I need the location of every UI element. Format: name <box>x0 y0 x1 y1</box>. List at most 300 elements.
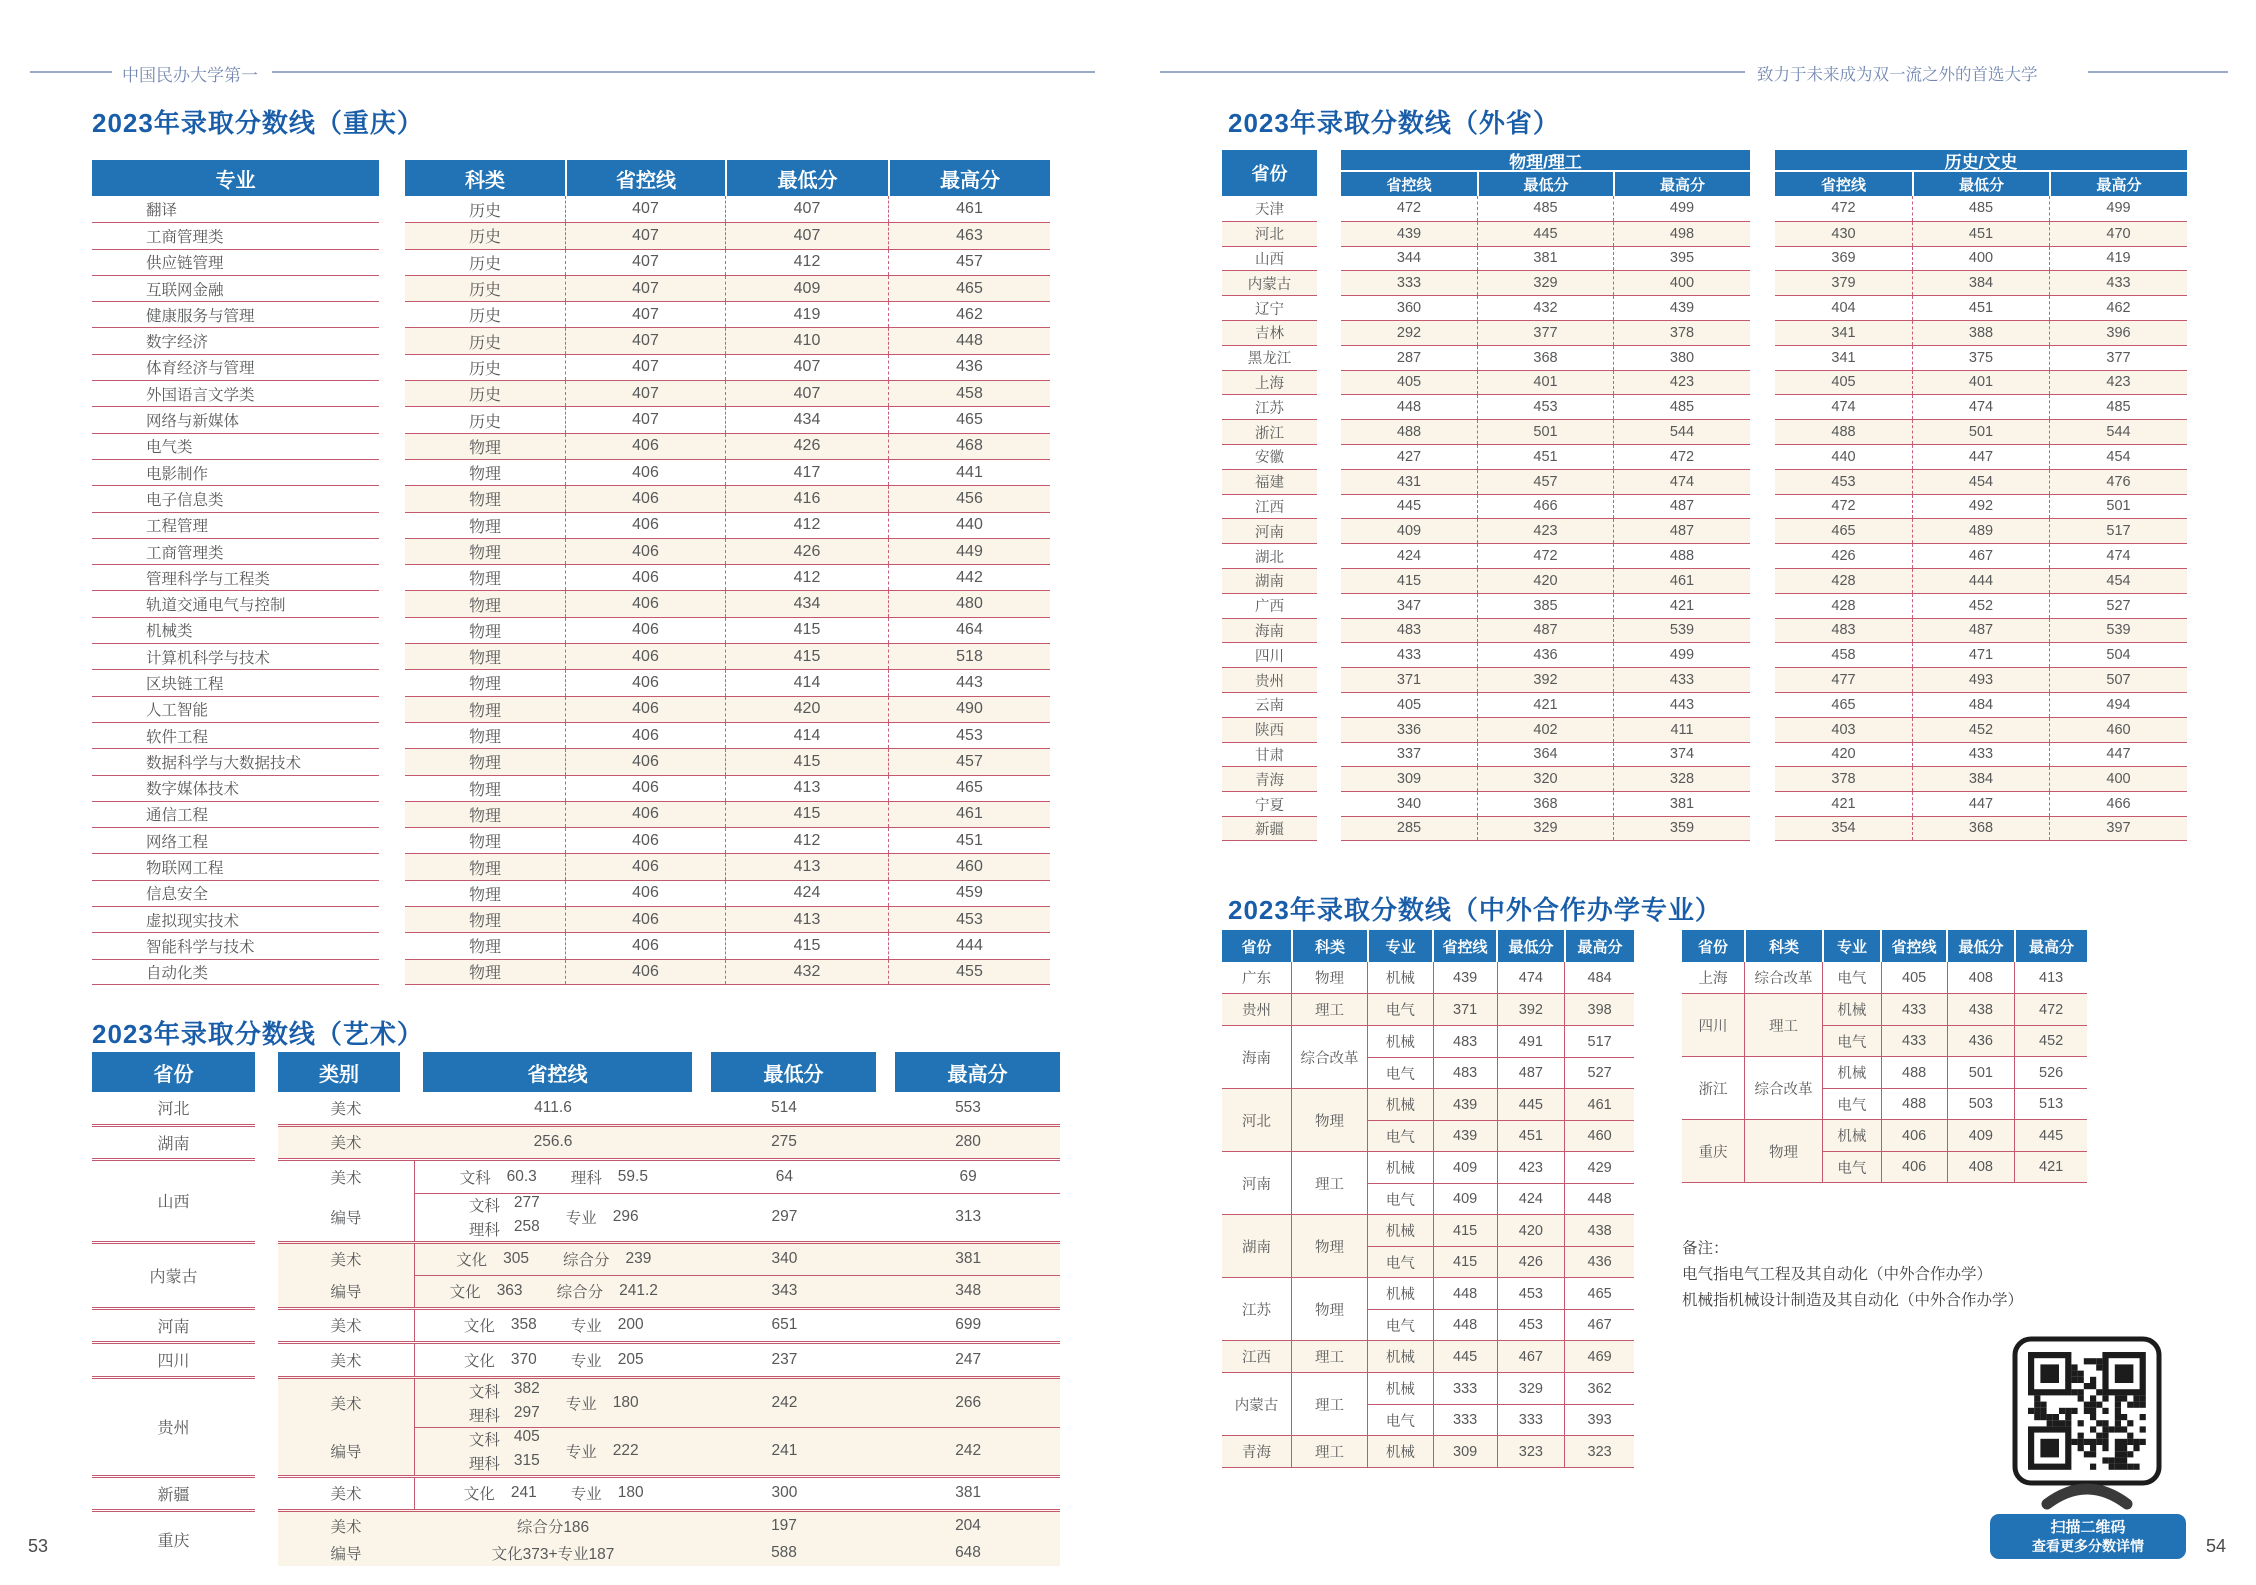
os-group-h <box>1775 150 2187 841</box>
coop-table <box>1222 930 1634 1468</box>
sub-rows-column <box>1367 962 1634 993</box>
table-row <box>1775 593 2187 618</box>
table-row <box>1368 1057 1634 1088</box>
cell-value: 433 <box>1396 647 1422 664</box>
cell-control <box>415 1428 693 1475</box>
label: 文化 <box>463 1318 495 1336</box>
cell-value: 438 <box>1947 994 2015 1025</box>
label: 理科 <box>468 1407 500 1425</box>
column-header-province: 省份 <box>92 1052 255 1092</box>
values-block <box>405 160 1050 985</box>
cell-value: 415 <box>725 802 888 827</box>
cell-value: 467 <box>1497 1341 1565 1372</box>
cell-value: 392 <box>1477 668 1613 692</box>
cell-control <box>415 1478 693 1510</box>
cell-control: 综合分186 <box>516 1518 590 1536</box>
table-row: 外国语言文学类 <box>92 380 379 406</box>
table-row <box>1341 246 1750 271</box>
cell-value: 266 <box>955 1393 982 1411</box>
province-cell: 宁夏 <box>1222 791 1317 816</box>
cell-value: 440 <box>888 513 1050 538</box>
cell-value: 472 <box>1831 200 1856 217</box>
cell-value: 472 <box>1477 544 1613 568</box>
cell-value: 487 <box>1613 495 1750 519</box>
cell-value: 485 <box>1613 395 1750 419</box>
table-row: 数字媒体技术 <box>92 775 379 801</box>
cell-value: 448 <box>1433 1310 1497 1340</box>
sub-rows-column <box>1822 1120 2087 1182</box>
cell-value: 313 <box>955 1208 982 1225</box>
table-row <box>415 1379 1060 1427</box>
cell-value: 407 <box>565 302 725 327</box>
type-cell: 美术 <box>330 1486 362 1504</box>
label: 理科 <box>468 1222 500 1239</box>
table-row <box>1341 717 1750 742</box>
column-header-province: 省份 <box>1222 150 1317 196</box>
table-row <box>1775 518 2187 543</box>
cell-value: 442 <box>888 565 1050 590</box>
cell-value: 407 <box>725 223 888 248</box>
cell-value: 436 <box>1947 1026 2015 1056</box>
province-cell: 湖南 <box>1242 1239 1271 1256</box>
sub-rows-column <box>414 1244 1060 1307</box>
sub-rows-column <box>1367 1152 1634 1214</box>
cell-value: 527 <box>2049 594 2187 618</box>
coop-group <box>1682 1119 2087 1183</box>
table-row <box>1341 791 1750 816</box>
cell-value: 381 <box>955 1484 982 1502</box>
sub-rows-column <box>1367 1215 1634 1277</box>
cell-value: 406 <box>1881 1120 1947 1151</box>
cell-value: 297 <box>771 1208 798 1225</box>
table-row <box>405 564 1050 590</box>
value: 180 <box>617 1484 644 1502</box>
cell-value: 406 <box>565 618 725 643</box>
cell-value: 472 <box>1396 200 1422 217</box>
table-row <box>405 327 1050 353</box>
cell-value: 544 <box>2049 420 2187 444</box>
qr-caption-line2: 查看更多分数详情 <box>2032 1538 2144 1554</box>
cell-value: 340 <box>1396 796 1422 813</box>
cell-value: 395 <box>1613 247 1750 271</box>
cell-value: 410 <box>725 328 888 353</box>
cell-value: 406 <box>565 644 725 669</box>
table-row <box>1368 1120 1634 1151</box>
table-row <box>405 880 1050 906</box>
table-row <box>1368 1309 1634 1340</box>
type-cell: 编导 <box>330 1443 362 1461</box>
value: 241 <box>510 1484 537 1502</box>
column-header: 省控线 <box>1432 930 1496 962</box>
label-value-pair <box>460 1166 537 1188</box>
cell-value: 物理 <box>468 571 501 589</box>
header-rule-right-1 <box>1160 71 1745 73</box>
cell-value: 457 <box>1477 470 1613 494</box>
cell-value: 384 <box>1912 767 2049 791</box>
cell-value: 461 <box>1613 569 1750 593</box>
cell-value: 377 <box>2049 346 2187 370</box>
cell-value: 406 <box>565 828 725 853</box>
table-row <box>1341 667 1750 692</box>
category-cell: 理工 <box>1291 1341 1367 1372</box>
type-column <box>278 1512 414 1566</box>
cell-value: 物理 <box>468 702 501 720</box>
province-cell: 广西 <box>1222 593 1317 618</box>
cell-value: 487 <box>1497 1058 1565 1088</box>
cell-value: 494 <box>2049 693 2187 717</box>
province-cell: 上海 <box>1222 370 1317 395</box>
table-row <box>1775 742 2187 767</box>
group-header: 物理/理工 <box>1341 150 1750 172</box>
value: 200 <box>617 1316 644 1334</box>
label-value-pair <box>571 1482 644 1504</box>
column-header: 最低分 <box>1496 930 1564 962</box>
cell-value: 465 <box>888 407 1050 432</box>
cell-value: 物理 <box>468 597 501 615</box>
cell-value: 362 <box>1564 1373 1634 1404</box>
page-number-left: 53 <box>28 1536 49 1556</box>
sub-rows-column <box>1367 1278 1634 1340</box>
cell-value: 465 <box>1564 1278 1634 1309</box>
cell-value: 物理 <box>468 466 501 484</box>
cell-value: 416 <box>725 486 888 511</box>
cell-value: 474 <box>2049 544 2187 568</box>
cell-value: 438 <box>1564 1215 1634 1246</box>
table-row <box>405 932 1050 958</box>
category-cell: 综合改革 <box>1291 1026 1367 1088</box>
cell-value: 459 <box>888 881 1050 906</box>
cell-value: 452 <box>1912 718 2049 742</box>
art-group <box>278 1241 1060 1307</box>
page-number-right: 54 <box>2206 1536 2227 1556</box>
cell-value: 413 <box>725 854 888 879</box>
table-row <box>1775 692 2187 717</box>
cell-value: 431 <box>1396 473 1422 490</box>
cell-value: 385 <box>1477 594 1613 618</box>
cell-value: 493 <box>1912 668 2049 692</box>
cell-value: 机械 <box>1385 1224 1415 1240</box>
cell-value: 333 <box>1396 275 1422 292</box>
cell-value: 物理 <box>468 807 501 825</box>
cell-value: 445 <box>1497 1089 1565 1120</box>
table-row <box>1775 642 2187 667</box>
province-cell: 河南 <box>1242 1176 1271 1193</box>
province-cell: 贵州 <box>1222 667 1317 692</box>
cell-value: 462 <box>2049 296 2187 320</box>
note-line-electrical: 电气指电气工程及其自动化（中外合作办学） <box>1682 1266 1993 1283</box>
cell-value: 309 <box>1433 1436 1497 1467</box>
coop-group <box>1682 993 2087 1056</box>
coop-group <box>1222 993 1634 1025</box>
label-value-pair <box>464 1482 537 1504</box>
cell-value: 400 <box>2049 767 2187 791</box>
art-main-block <box>278 1052 1060 1566</box>
cell-value: 472 <box>1831 498 1856 515</box>
cell-value: 406 <box>565 802 725 827</box>
table-row: 信息安全 <box>92 880 379 906</box>
type-column <box>278 1310 414 1342</box>
table-row: 供应链管理 <box>92 249 379 275</box>
type-cell: 美术 <box>330 1352 362 1370</box>
chevron-up-icon <box>2037 1470 2137 1510</box>
table-row <box>405 722 1050 748</box>
table-row <box>1823 1151 2087 1182</box>
cell-value: 415 <box>725 644 888 669</box>
cell-value: 427 <box>1396 448 1422 465</box>
column-header: 省控线 <box>1880 930 1946 962</box>
sub-header <box>1341 172 1750 196</box>
cell-value: 405 <box>1396 374 1422 391</box>
cell-value: 物理 <box>468 965 501 983</box>
cell-value: 465 <box>888 276 1050 301</box>
cell-value: 历史 <box>468 308 501 326</box>
table-row <box>405 617 1050 643</box>
cell-value: 电气 <box>1385 1129 1415 1146</box>
type-column <box>278 1344 414 1376</box>
label-value-pair <box>456 1248 529 1270</box>
cell-value: 434 <box>725 407 888 432</box>
cell-value: 429 <box>1564 1152 1634 1183</box>
cell-value: 物理 <box>468 545 501 562</box>
province-cell: 重庆 <box>1698 1144 1728 1161</box>
cell-value: 501 <box>1477 420 1613 444</box>
cell-control <box>415 1161 693 1193</box>
cell-control <box>415 1276 693 1307</box>
table-row <box>1775 419 2187 444</box>
cell-value: 388 <box>1912 321 2049 345</box>
cell-value: 483 <box>1433 1058 1497 1088</box>
cell-value: 机械 <box>1385 1287 1415 1303</box>
art-group <box>278 1307 1060 1342</box>
category-cell: 理工 <box>1744 994 1822 1056</box>
cell-value: 421 <box>1613 594 1750 618</box>
cell-value: 423 <box>1497 1152 1565 1183</box>
cell-value: 400 <box>1613 271 1750 295</box>
table-row <box>405 959 1050 985</box>
cell-value: 历史 <box>468 229 501 247</box>
sub-rows-column <box>1367 1436 1634 1467</box>
cell-value: 415 <box>1433 1215 1497 1246</box>
coop-group <box>1222 1151 1634 1214</box>
art-group <box>278 1092 1060 1124</box>
label-value-pair <box>464 1314 537 1336</box>
cell-value: 406 <box>565 960 725 984</box>
cell-value: 483 <box>1433 1026 1497 1057</box>
values-header <box>405 160 1050 196</box>
cell-value: 物理 <box>468 781 501 799</box>
cell-value: 407 <box>725 381 888 406</box>
table-row: 电子信息类 <box>92 485 379 511</box>
cell-value: 539 <box>2049 619 2187 643</box>
cell-value: 机械 <box>1837 1003 1867 1019</box>
cell-value: 424 <box>1396 548 1422 565</box>
cell-value: 460 <box>2049 718 2187 742</box>
cell-value: 412 <box>725 565 888 590</box>
cell-value: 415 <box>1433 1247 1497 1277</box>
art-group <box>278 1509 1060 1566</box>
province-cell: 贵州 <box>92 1376 255 1475</box>
cell-value: 445 <box>1477 222 1613 246</box>
cell-value: 499 <box>2049 196 2187 221</box>
province-cell: 海南 <box>1242 1050 1271 1067</box>
cell-value: 354 <box>1831 820 1856 837</box>
cell-value: 393 <box>1564 1405 1634 1435</box>
province-cell: 内蒙古 <box>92 1241 255 1307</box>
table-row <box>1775 494 2187 519</box>
cell-value: 444 <box>888 933 1050 958</box>
category-cell: 物理 <box>1291 962 1367 993</box>
cell-value: 444 <box>1912 569 2049 593</box>
cell-value: 454 <box>2049 445 2187 469</box>
cell-value: 333 <box>1433 1373 1497 1404</box>
value: 180 <box>612 1393 639 1411</box>
cell-value: 460 <box>1564 1121 1634 1151</box>
table-row: 轨道交通电气与控制 <box>92 590 379 616</box>
cell-value: 472 <box>2014 994 2087 1025</box>
label: 文化 <box>456 1252 488 1270</box>
table-row <box>1775 717 2187 742</box>
table-row <box>1775 246 2187 271</box>
label: 文科 <box>468 1432 500 1449</box>
cell-value: 456 <box>888 486 1050 511</box>
value: 405 <box>513 1428 540 1445</box>
cell-value: 406 <box>565 486 725 511</box>
value: 241.2 <box>619 1282 658 1300</box>
value: 60.3 <box>506 1167 537 1185</box>
cell-value: 275 <box>771 1133 797 1151</box>
province-cell: 天津 <box>1255 201 1284 218</box>
cell-control: 256.6 <box>533 1133 573 1151</box>
cell-value: 405 <box>1396 696 1422 713</box>
cell-value: 407 <box>725 196 888 222</box>
cell-value: 420 <box>725 697 888 722</box>
table-row <box>1341 593 1750 618</box>
table-row <box>1341 816 1750 841</box>
table-row <box>1341 543 1750 568</box>
cell-value: 323 <box>1497 1436 1565 1467</box>
cell-value: 428 <box>1831 597 1856 614</box>
table-row <box>415 1310 1060 1342</box>
cell-value: 527 <box>1564 1058 1634 1088</box>
cell-value: 474 <box>1831 399 1856 416</box>
header-rule-right-2 <box>2088 71 2228 73</box>
cell-value: 历史 <box>468 334 501 352</box>
sub-header <box>1775 172 2187 196</box>
cell-value: 368 <box>1912 817 2049 840</box>
cell-value: 439 <box>1396 225 1422 242</box>
province-cell: 贵州 <box>1242 1003 1271 1019</box>
stacked-pairs <box>469 1194 540 1240</box>
cell-value: 407 <box>725 355 888 380</box>
cell-value: 204 <box>955 1516 981 1534</box>
cell-value: 物理 <box>468 834 501 852</box>
label: 理科 <box>570 1169 602 1187</box>
cell-value: 407 <box>565 328 725 353</box>
cell-value: 488 <box>1831 424 1856 441</box>
table-row <box>1775 766 2187 791</box>
cell-value: 336 <box>1396 721 1422 738</box>
cell-value: 287 <box>1396 349 1422 366</box>
cell-value: 401 <box>1477 371 1613 395</box>
cell-value: 406 <box>565 933 725 958</box>
cell-value: 466 <box>2049 792 2187 816</box>
cell-value: 406 <box>565 749 725 774</box>
cell-value: 机械 <box>1385 1035 1415 1051</box>
cell-value: 487 <box>1912 619 2049 643</box>
coop-group <box>1222 1088 1634 1151</box>
cell-value: 340 <box>771 1250 798 1268</box>
type-cell: 美术 <box>330 1518 362 1536</box>
cell-value: 400 <box>1912 247 2049 271</box>
column-header: 最高分 <box>2014 930 2087 962</box>
value: 363 <box>496 1282 523 1300</box>
cell-value: 344 <box>1396 250 1422 267</box>
cell-value: 421 <box>1477 693 1613 717</box>
cell-value: 445 <box>1396 498 1422 515</box>
cell-value: 341 <box>1831 349 1856 366</box>
table-row: 工程管理 <box>92 512 379 538</box>
table-row <box>415 1344 1060 1376</box>
table-row <box>1775 320 2187 345</box>
table-row <box>1368 1436 1634 1467</box>
cell-value: 物理 <box>468 729 501 747</box>
coop-header <box>1222 930 1634 962</box>
cell-value: 455 <box>888 960 1050 984</box>
cell-value: 机械 <box>1385 1098 1415 1114</box>
cell-value: 426 <box>725 539 888 564</box>
stacked-line <box>469 1428 540 1450</box>
type-column <box>278 1092 414 1124</box>
value: 358 <box>510 1316 537 1334</box>
cell-value: 242 <box>771 1393 798 1411</box>
coop-group <box>1222 1025 1634 1088</box>
category-cell: 物理 <box>1744 1120 1822 1182</box>
column-header: 省份 <box>1682 930 1744 962</box>
sub-rows-column <box>1367 1026 1634 1088</box>
cell-value: 453 <box>1497 1278 1565 1309</box>
table-row <box>1368 1246 1634 1277</box>
cell-value: 404 <box>1831 300 1856 317</box>
table-row <box>1368 1215 1634 1246</box>
cell-value: 电气 <box>1385 1318 1415 1335</box>
cell-value: 359 <box>1613 817 1750 840</box>
province-cell: 浙江 <box>1698 1081 1728 1098</box>
province-cell: 广东 <box>1242 971 1271 987</box>
label-value-pair <box>566 1440 639 1462</box>
type-cell: 美术 <box>330 1395 362 1413</box>
table-row: 计算机科学与技术 <box>92 643 379 669</box>
cell-value: 机械 <box>1385 1445 1415 1461</box>
column-header: 最高分 <box>888 160 1050 196</box>
type-cell: 美术 <box>330 1169 362 1187</box>
sub-rows-column <box>1822 994 2087 1056</box>
label-value-pair <box>571 1314 644 1336</box>
coop-group <box>1222 1435 1634 1468</box>
column-header: 专业 <box>1822 930 1880 962</box>
cell-control <box>415 1310 693 1342</box>
province-cell: 四川 <box>1698 1018 1728 1035</box>
cell-value: 588 <box>771 1543 797 1561</box>
cell-value: 403 <box>1831 721 1856 738</box>
province-cell: 湖南 <box>1222 568 1317 593</box>
cell-value: 378 <box>1831 771 1856 788</box>
art-group <box>278 1158 1060 1241</box>
coop-group <box>1222 1372 1634 1435</box>
table-row <box>1341 642 1750 667</box>
cell-value: 699 <box>955 1316 982 1334</box>
province-cell: 河北 <box>1222 221 1317 246</box>
table-row <box>1341 345 1750 370</box>
